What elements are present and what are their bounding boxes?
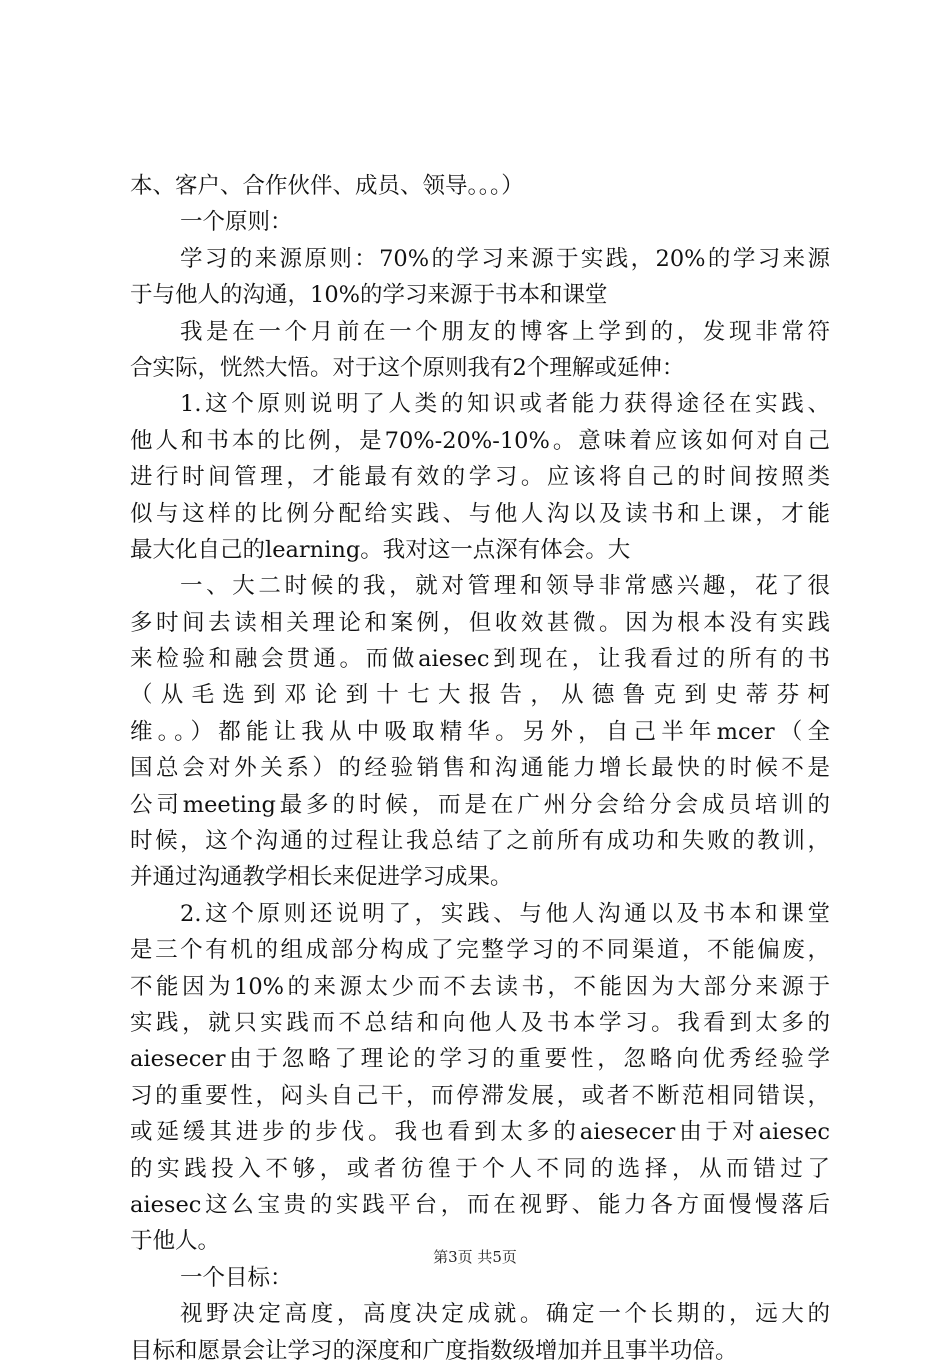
text-line: （从毛选到邓论到十七大报告，从德鲁克到史蒂芬柯 bbox=[130, 682, 830, 709]
text-line: 习的重要性，闷头自己干，而停滞发展，或者不断范相同错误， bbox=[130, 1082, 830, 1109]
text-line: aiesecer由于忽略了理论的学习的重要性，忽略向优秀经验学 bbox=[130, 1046, 830, 1073]
text-line: 于与他人的沟通，10%的学习来源于书本和课堂 bbox=[130, 282, 608, 309]
text-line: 的实践投入不够，或者彷徨于个人不同的选择，从而错过了 bbox=[130, 1155, 830, 1182]
text-line: 公司meeting最多的时候，而是在广州分会给分会成员培训的 bbox=[130, 791, 830, 818]
text-line: 时候，这个沟通的过程让我总结了之前所有成功和失败的教训， bbox=[130, 828, 830, 855]
text-line: 并通过沟通教学相长来促进学习成果。 bbox=[130, 864, 513, 891]
text-line: 维。。）都能让我从中吸取精华。另外，自己半年mcer（全 bbox=[130, 718, 830, 745]
section-heading: 一个目标： bbox=[180, 1264, 293, 1291]
page-footer: 第3页 共5页 bbox=[433, 1248, 517, 1266]
text-line: 1.这个原则说明了人类的知识或者能力获得途径在实践、 bbox=[180, 391, 830, 418]
text-line: 合实际，恍然大悟。对于这个原则我有2个理解或延伸： bbox=[130, 354, 685, 381]
text-line: 最大化自己的learning。我对这一点深有体会。大 bbox=[130, 536, 631, 563]
text-line: aiesec这么宝贵的实践平台，而在视野、能力各方面慢慢落后 bbox=[130, 1191, 830, 1218]
text-line: 学习的来源原则：70%的学习来源于实践，20%的学习来源 bbox=[180, 245, 830, 272]
body-text bbox=[130, 168, 830, 1369]
text-line: 2.这个原则还说明了，实践、与他人沟通以及书本和课堂 bbox=[180, 900, 830, 927]
text-line: 进行时间管理，才能最有效的学习。应该将自己的时间按照类 bbox=[130, 464, 830, 491]
text-line: 本、客户、合作伙伴、成员、领导。。。） bbox=[130, 173, 524, 199]
text-line: 不能因为10%的来源太少而不去读书，不能因为大部分来源于 bbox=[130, 973, 830, 1000]
text-line: 他人和书本的比例，是70%-20%-10%。意味着应该如何对自己 bbox=[130, 427, 830, 454]
text-line: 国总会对外关系）的经验销售和沟通能力增长最快的时候不是 bbox=[130, 755, 830, 782]
section-heading: 一个原则： bbox=[180, 209, 293, 236]
text-line: 似与这样的比例分配给实践、与他人沟以及读书和上课，才能 bbox=[130, 500, 830, 527]
text-line: 一、大二时候的我，就对管理和领导非常感兴趣，花了很 bbox=[180, 573, 830, 600]
text-line: 来检验和融会贯通。而做aiesec到现在，让我看过的所有的书 bbox=[130, 646, 830, 673]
text-line: 或延缓其进步的步伐。我也看到太多的aiesecer由于对aiesec bbox=[130, 1119, 830, 1146]
text-line: 我是在一个月前在一个朋友的博客上学到的，发现非常符 bbox=[180, 318, 830, 345]
text-line: 目标和愿景会让学习的深度和广度指数级增加并且事半功倍。 bbox=[130, 1337, 738, 1364]
text-line: 视野决定高度，高度决定成就。确定一个长期的，远大的 bbox=[180, 1301, 830, 1328]
text-line: 实践，就只实践而不总结和向他人及书本学习。我看到太多的 bbox=[130, 1009, 830, 1036]
text-line: 于他人。 bbox=[130, 1228, 221, 1255]
text-line: 多时间去读相关理论和案例，但收效甚微。因为根本没有实践 bbox=[130, 609, 830, 636]
text-line: 是三个有机的组成部分构成了完整学习的不同渠道，不能偏废， bbox=[130, 937, 830, 964]
